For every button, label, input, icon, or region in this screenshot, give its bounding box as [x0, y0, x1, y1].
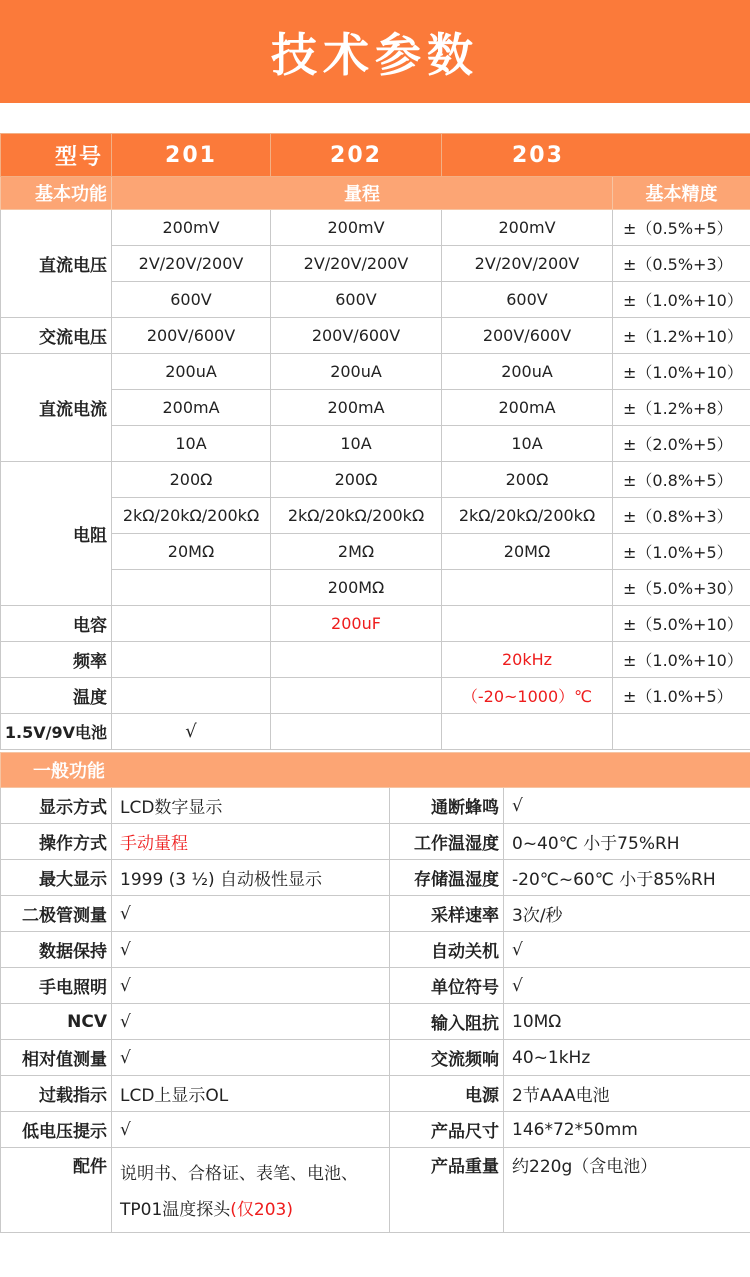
general-row	[1, 788, 750, 824]
cell: 200uA	[112, 354, 271, 390]
check-icon: √	[112, 1112, 390, 1148]
cell: 600V	[112, 282, 271, 318]
general-row	[1, 1004, 750, 1040]
general-row	[1, 968, 750, 1004]
res-row-4	[1, 570, 750, 606]
temp-label: 温度	[1, 678, 112, 714]
general-row-label: 相对值测量	[1, 1040, 112, 1076]
temp-row	[1, 678, 750, 714]
cell: 200uF	[271, 606, 442, 642]
cell: 200mA	[271, 390, 442, 426]
general-row-label: 存储温湿度	[390, 860, 504, 896]
dcv-label: 直流电压	[1, 210, 112, 318]
check-icon: √	[112, 1040, 390, 1076]
title-banner	[0, 0, 750, 103]
general-row	[1, 860, 750, 896]
cell: 200Ω	[112, 462, 271, 498]
dcv-row-2	[1, 246, 750, 282]
dcv-row-1	[1, 210, 750, 246]
spec-table	[0, 133, 750, 750]
battery-label: 1.5V/9V电池	[1, 714, 112, 750]
cell: 10A	[442, 426, 613, 462]
general-row-label: 交流频响	[390, 1040, 504, 1076]
model-row	[1, 134, 750, 177]
check-icon: √	[112, 968, 390, 1004]
general-row-label: 电源	[390, 1076, 504, 1112]
cell: 20kHz	[442, 642, 613, 678]
general-row-value: -20℃~60℃ 小于85%RH	[504, 860, 750, 896]
cell: 2V/20V/200V	[271, 246, 442, 282]
general-row-value: 146*72*50mm	[504, 1112, 750, 1148]
cap-row	[1, 606, 750, 642]
cell: 200Ω	[271, 462, 442, 498]
general-row-value: 2节AAA电池	[504, 1076, 750, 1112]
cell: 2kΩ/20kΩ/200kΩ	[442, 498, 613, 534]
general-row-label: 工作温湿度	[390, 824, 504, 860]
general-row-value: 约220g（含电池）	[504, 1148, 750, 1233]
general-row-label: 数据保持	[1, 932, 112, 968]
cell: 20MΩ	[442, 534, 613, 570]
accuracy-cell: ±（5.0%+10）	[613, 606, 750, 642]
cell: 200mV	[271, 210, 442, 246]
accuracy-cell: ±（5.0%+30）	[613, 570, 750, 606]
general-row-label: 手电照明	[1, 968, 112, 1004]
cell: （-20~1000）℃	[442, 678, 613, 714]
accuracy-label: 基本精度	[613, 177, 750, 210]
empty-cell	[271, 642, 442, 678]
check-icon: √	[112, 932, 390, 968]
general-row	[1, 1040, 750, 1076]
basic-function-label: 基本功能	[1, 177, 112, 210]
dca-row-1	[1, 354, 750, 390]
general-label: 一般功能	[1, 753, 750, 788]
empty-cell	[112, 678, 271, 714]
general-row-label: 低电压提示	[1, 1112, 112, 1148]
accuracy-cell: ±（2.0%+5）	[613, 426, 750, 462]
cell: 2kΩ/20kΩ/200kΩ	[112, 498, 271, 534]
general-row-label: NCV	[1, 1004, 112, 1040]
freq-label: 频率	[1, 642, 112, 678]
general-row-label: 单位符号	[390, 968, 504, 1004]
cell: 200MΩ	[271, 570, 442, 606]
res-row-3	[1, 534, 750, 570]
empty-cell	[613, 714, 750, 750]
general-row-value: 40~1kHz	[504, 1040, 750, 1076]
general-row-value: 3次/秒	[504, 896, 750, 932]
accuracy-cell: ±（1.0%+10）	[613, 642, 750, 678]
model-203: 203	[442, 134, 750, 177]
cell: 200mA	[442, 390, 613, 426]
accuracy-cell: ±（0.8%+5）	[613, 462, 750, 498]
cell: 200V/600V	[271, 318, 442, 354]
dca-row-3	[1, 426, 750, 462]
dca-row-2	[1, 390, 750, 426]
accuracy-cell: ±（1.2%+10）	[613, 318, 750, 354]
accuracy-cell: ±（0.8%+3）	[613, 498, 750, 534]
empty-cell	[112, 642, 271, 678]
general-header-row	[1, 753, 750, 788]
accuracy-cell: ±（0.5%+5）	[613, 210, 750, 246]
general-row-label: 配件	[1, 1148, 112, 1233]
cell: 200mV	[442, 210, 613, 246]
cell: 2MΩ	[271, 534, 442, 570]
general-row-label: 产品重量	[390, 1148, 504, 1233]
empty-cell	[271, 714, 442, 750]
range-label: 量程	[112, 177, 613, 210]
accuracy-cell: ±（1.0%+5）	[613, 678, 750, 714]
model-202: 202	[271, 134, 442, 177]
general-row	[1, 1076, 750, 1112]
acv-label: 交流电压	[1, 318, 112, 354]
cell: 2V/20V/200V	[442, 246, 613, 282]
accuracy-cell: ±（0.5%+3）	[613, 246, 750, 282]
check-icon: √	[504, 968, 750, 1004]
general-row	[1, 824, 750, 860]
general-row-label: 自动关机	[390, 932, 504, 968]
general-row-value: LCD数字显示	[112, 788, 390, 824]
empty-cell	[271, 678, 442, 714]
general-row	[1, 932, 750, 968]
general-row	[1, 1148, 750, 1233]
accessories-value	[112, 1148, 390, 1233]
check-icon: √	[504, 788, 750, 824]
check-icon: √	[504, 932, 750, 968]
accessories-text: 说明书、合格证、表笔、电池、TP01温度探头	[120, 1164, 358, 1220]
spec-header-row	[1, 177, 750, 210]
accuracy-cell: ±（1.0%+5）	[613, 534, 750, 570]
acv-row	[1, 318, 750, 354]
check-icon: √	[112, 896, 390, 932]
cell: 10A	[112, 426, 271, 462]
model-201: 201	[112, 134, 271, 177]
general-row-label: 最大显示	[1, 860, 112, 896]
res-row-1	[1, 462, 750, 498]
cell: 200V/600V	[112, 318, 271, 354]
cell: 600V	[442, 282, 613, 318]
general-row-label: 输入阻抗	[390, 1004, 504, 1040]
empty-cell	[112, 570, 271, 606]
general-row-label: 操作方式	[1, 824, 112, 860]
general-row-value: 10MΩ	[504, 1004, 750, 1040]
cell: 200mA	[112, 390, 271, 426]
accuracy-cell: ±（1.2%+8）	[613, 390, 750, 426]
model-label: 型号	[1, 134, 112, 177]
page-title: 技术参数	[271, 27, 479, 82]
cell: 200uA	[442, 354, 613, 390]
dcv-row-3	[1, 282, 750, 318]
empty-cell	[112, 606, 271, 642]
cell: 200uA	[271, 354, 442, 390]
cell: 200Ω	[442, 462, 613, 498]
cell: 600V	[271, 282, 442, 318]
check-icon: √	[112, 1004, 390, 1040]
general-row-value: 0~40℃ 小于75%RH	[504, 824, 750, 860]
dca-label: 直流电流	[1, 354, 112, 462]
cell: 200mV	[112, 210, 271, 246]
general-row-value: 1999 (3 ½) 自动极性显示	[112, 860, 390, 896]
cell: 2kΩ/20kΩ/200kΩ	[271, 498, 442, 534]
empty-cell	[442, 570, 613, 606]
empty-cell	[442, 714, 613, 750]
accuracy-cell: ±（1.0%+10）	[613, 282, 750, 318]
general-row	[1, 896, 750, 932]
accessories-note: (仅203)	[230, 1200, 293, 1220]
battery-row	[1, 714, 750, 750]
general-row-label: 通断蜂鸣	[390, 788, 504, 824]
check-icon: √	[112, 714, 271, 750]
cell: 200V/600V	[442, 318, 613, 354]
res-label: 电阻	[1, 462, 112, 606]
general-row-label: 二极管测量	[1, 896, 112, 932]
general-row-label: 过载指示	[1, 1076, 112, 1112]
general-table	[0, 752, 750, 1233]
empty-cell	[442, 606, 613, 642]
general-row-label: 产品尺寸	[390, 1112, 504, 1148]
general-row-label: 采样速率	[390, 896, 504, 932]
cell: 2V/20V/200V	[112, 246, 271, 282]
general-row-value: LCD上显示OL	[112, 1076, 390, 1112]
res-row-2	[1, 498, 750, 534]
cell: 20MΩ	[112, 534, 271, 570]
accuracy-cell: ±（1.0%+10）	[613, 354, 750, 390]
cap-label: 电容	[1, 606, 112, 642]
general-row-label: 显示方式	[1, 788, 112, 824]
general-row-value: 手动量程	[112, 824, 390, 860]
freq-row	[1, 642, 750, 678]
general-row	[1, 1112, 750, 1148]
cell: 10A	[271, 426, 442, 462]
